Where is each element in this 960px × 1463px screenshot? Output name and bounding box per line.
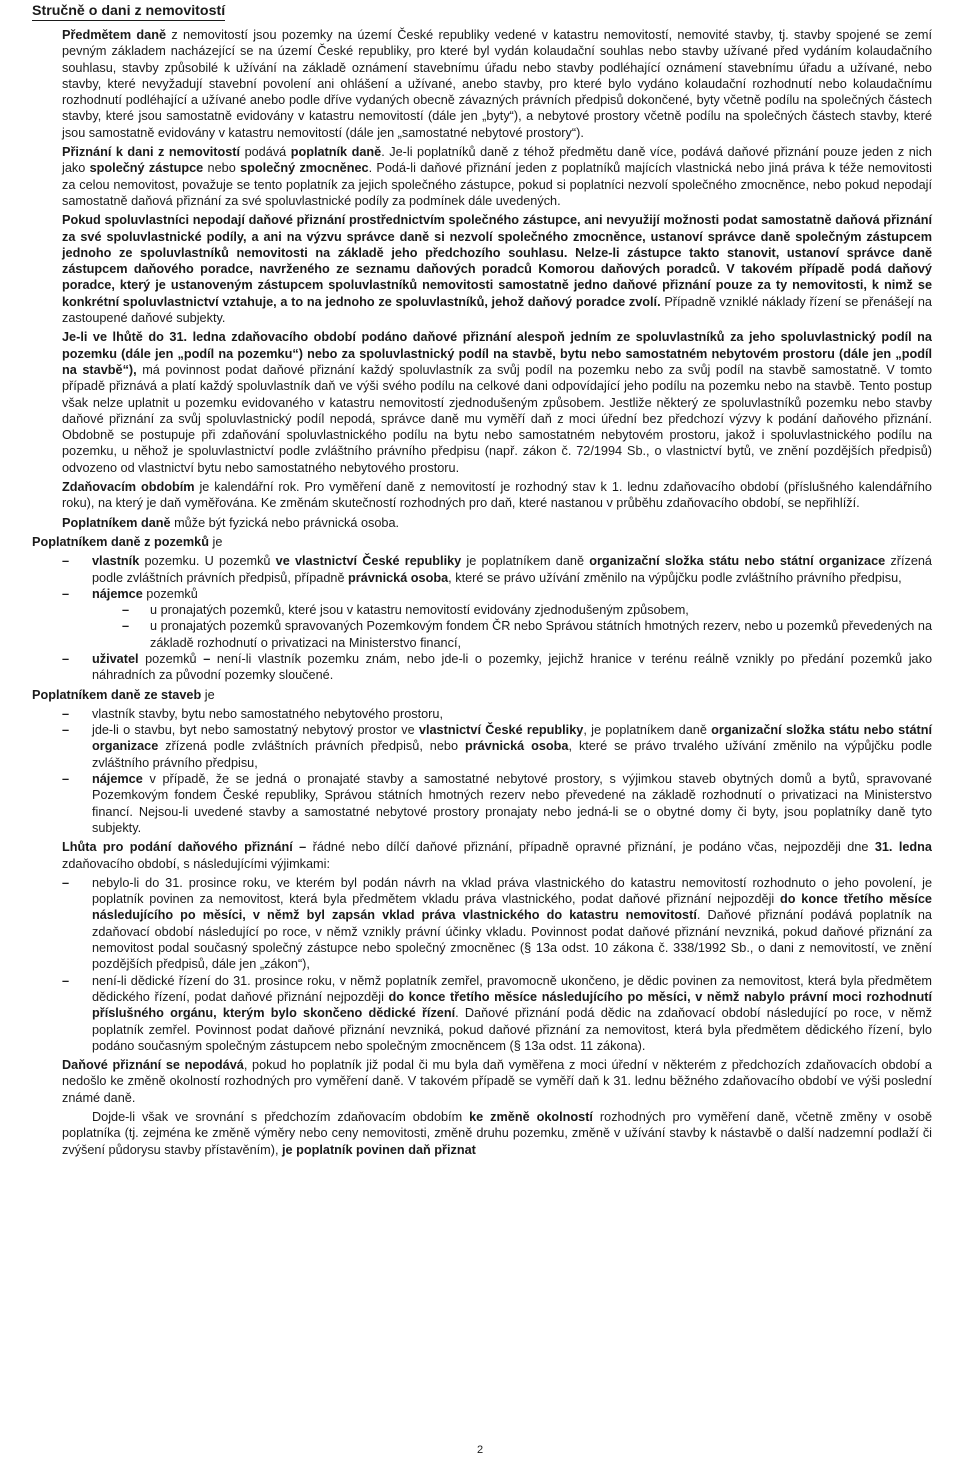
paragraph-zmena-okolnosti: Dojde-li však ve srovnání s předchozím zdaňovacím obdobím ke změně okolností rozhodných pro vyměření daně, včetně změny v osobě poplatníka (tj. zejména ke změně výměry nebo ceny nemovitosti, změně druhu pozemku, změně v užívání stavby k nástavbě o další nadzemní podlaží či zvýšení půdorysu stavby přístavěním), je poplatník povinen daň přiznat [62, 1110, 932, 1157]
list-poplatnik-pozemky [32, 553, 932, 683]
list-item: – vlastník stavby, bytu nebo samostatného nebytového prostoru, [62, 706, 932, 722]
list-poplatnik-stavby [32, 706, 932, 836]
paragraph-spoluvlastnici: Pokud spoluvlastníci nepodají daňové přiznání prostřednictvím společného zástupce, ani nevyužijí možnosti podat samostatně daňová přiznání za své spoluvlastnické podíly, a ani na výzvu správce daně si nezvolí společného zmocněnce, ustanoví správce daně společným zástupcem jednoho ze spoluvlastníků nemovitosti na základě jeho předchozího souhlasu. Nelze-li zástupce takto stanovit, ustanoví správce daně zástupcem daňového poradce, navrženého ze seznamu daňových poradců Komorou daňových poradců. V takovém případě podá daňový poradce, který je ustanoveným zástupcem spoluvlastníků nemovitosti samostatně jedno daňové přiznání pouze za ty nemovitosti, k nimž se konkrétní spoluvlastnictví vztahuje, a to na jednoho ze spoluvlastníků, jehož daňový poradce zvolí. Případně vzniklé náklady řízení se přenášejí na zastoupené daňové subjekty. [62, 213, 932, 326]
list-item [62, 586, 932, 651]
list-item-text: nájemce pozemků [92, 586, 198, 601]
paragraph-zdanovaci-obdobi: Zdaňovacím obdobím je kalendářní rok. Pro vyměření daně z nemovitostí je rozhodný stav k 1. lednu zdaňovacího období (příslušného kalendářního roku), na který je daň vyměřována. Ke změnám skutečností rozhodných pro daň, které nastanou v průběhu zdaňovacího období, se nepřihlíží. [62, 480, 932, 511]
sub-list-item: – u pronajatých pozemků, které jsou v katastru nemovitostí evidovány zjednodušeným způsobem, [122, 602, 932, 618]
sub-list [92, 602, 932, 651]
paragraph-lhuta-pro-podani: Lhůta pro podání daňového přiznání – řádné nebo dílčí daňové přiznání, případně opravné přiznání, je podáno včas, nejpozději dne 31. ledna zdaňovacího období, s následujícími výjimkami: [62, 840, 932, 871]
paragraph-nepodava-se: Daňové přiznání se nepodává, pokud ho poplatník již podal či mu byla daň vyměřena z moci úřední v některém z předchozích zdaňovacích období a nedošlo ke změně okolností rozhodných pro vyměření daně. V takovém případě se vyměří daň k 31. lednu běžného zdaňovacího období ve výši poslední známé daně. [62, 1058, 932, 1105]
list-item: – není-li dědické řízení do 31. prosince roku, v němž poplatník zemřel, pravomocně ukončeno, je dědic povinen za nemovitost, která byla předmětem dědického řízení, podat daňové přiznání nejpozději do konce třetího měsíce následujícího po měsíci, v němž nabylo právní moci rozhodnutí příslušného orgánu, kterým bylo skončeno dědické řízení. Daňové přiznání podá dědic na zdaňovací období následující po roce, v němž poplatník zemřel. Povinnost podat daňové přiznání nevzniká, pokud daňové přiznání za nemovitost, která byla předmětem dědického řízení, bylo podáno současným společným zástupcem nebo společným zmocněncem (§ 13a odst. 11 zákona). [62, 973, 932, 1054]
list-item: – uživatel pozemků – není-li vlastník pozemku znám, nebo jde-li o pozemky, jejichž hranice v terénu reálně vznikly po předání pozemků jako náhradních za původní pozemky sloučené. [62, 651, 932, 684]
list-item: – nebylo-li do 31. prosince roku, ve kterém byl podán návrh na vklad práva vlastnického do katastru nemovitostí rozhodnuto o jeho povolení, je poplatník povinen za nemovitost, která byla předmětem vkladu práva vlastnického, podat daňové přiznání nejpozději do konce třetího měsíce následujícího po měsíci, v němž byl zapsán vklad práva vlastnického do katastru nemovitostí. Daňové přiznání podává poplatník na zdaňovací období následující po roce, v němž vznikly právní účinky vkladu. Povinnost podat daňové přiznání nevzniká, pokud daňové přiznání za nemovitost podal současný společný zástupce nebo společný zmocněnec (§ 13a odst. 10 zákona č. 338/1992 Sb., o dani z nemovitostí, ve znění pozdějších předpisů, dále jen „zákon“), [62, 875, 932, 973]
list-vyjimky [32, 875, 932, 1054]
paragraph-predmet-dane: Předmětem daně z nemovitostí jsou pozemky na území České republiky vedené v katastru nemovitostí, nemovité stavby, tj. stavby spojené se zemí pevným základem nacházející se na území České republiky, pro které byl vydán kolaudační souhlas nebo stavby užívané před vydáním kolaudačního souhlasu, stavby způsobilé k užívání na základě oznámení stavebnímu úřadu nebo stavby podléhající oznámení stavebnímu úřadu a užívané, nebo stavby, které nevyžadují stavební povolení ani ohlášení a užívané, anebo stavby, pro které bylo vydáno kolaudační rozhodnutí nebo kolaudačnímu rozhodnutí podléhající a užívané anebo podle dříve vydaných obecně závazných právních předpisů dokončené, byty včetně podílu na společných částech stavby, které jsou samostatně evidovány v katastru nemovitostí (dále jen „byty“), a nebytové prostory včetně podílu na společných částech stavby, které jsou samostatně evidovány v katastru nemovitostí (dále jen „samostatné nebytové prostory“). [62, 28, 932, 140]
paragraph-priznani-k-dani: Přiznání k dani z nemovitostí podává poplatník daně. Je-li poplatníků daně z téhož předmětu daně více, podává daňové přiznání pouze jeden z nich jako společný zástupce nebo společný zmocněnec. Podá-li daňové přiznání jeden z poplatníků majících vlastnická nebo jiná práva k téže nemovitosti za celou nemovitost, považuje se tento poplatník za jejich společného zástupce, pokud si poplatníci nezvolí společného zmocněnce, nebo pokud nepodají samostatně daňová přiznání za své spoluvlastnické podíly za podmínek dále uvedených. [62, 145, 933, 208]
document-body [32, 27, 932, 1161]
paragraph-lhuta-31-ledna: Je-li ve lhůtě do 31. ledna zdaňovacího období podáno daňové přiznání alespoň jedním ze spoluvlastníků za jeho spoluvlastnický podíl na pozemku (dále jen „podíl na pozemku“) nebo za spoluvlastnický podíl na stavbě, bytu nebo samostatném nebytovém prostoru (dále jen „podíl na stavbě“), má povinnost podat daňové přiznání každý spoluvlastník za svůj podíl na pozemku nebo za svůj podíl na stavbě samostatně. V tomto případě přiznává a platí každý spoluvlastník daň ve výši svého podílu na celkové dani odpovídající jeho podílu na pozemku nebo na stavbě. Tento postup však nelze uplatnit u pozemku evidovaného v katastru nemovitostí zjednodušeným způsobem. Jestliže některý ze spoluvlastníků pozemku nebo stavby daňové přiznání za svůj spoluvlastnický podíl nepodá, správce daně mu vyměří daň z moci úřední bez předchozí výzvy k podání daňového přiznání. Obdobně se postupuje při zdaňování spoluvlastnického podílu na bytu nebo samostatném nebytovém prostoru, jakož i spoluvlastnického podílu na pozemku, u něhož je spoluvlastnictví podle zvláštního právního předpisu (např. zákon č. 72/1994 Sb., o vlastnictví bytů, ve znění pozdějších předpisů) odvozeno od vlastnictví bytu nebo samostatného nebytového prostoru. [62, 330, 933, 475]
paragraph-poplatnik-dane: Poplatníkem daně může být fyzická nebo právnická osoba. [62, 515, 400, 530]
page-title: Stručně o dani z nemovitostí [32, 3, 226, 19]
sub-list-item: – u pronajatých pozemků spravovaných Pozemkovým fondem ČR nebo Správou státních hmotných rezerv, nebo u pozemků převedených na základě rozhodnutí o privatizaci na Ministerstvo financí, [122, 618, 932, 651]
list-item: – vlastník pozemku. U pozemků ve vlastnictví České republiky je poplatníkem daně organizační složka státu nebo státní organizace zřízená podle zvláštních právních předpisů, případně právnická osoba, které se právo užívání změnilo na výpůjčku podle zvláštního právního předpisu, [62, 553, 932, 586]
paragraph-poplatnik-dane-z-pozemku: Poplatníkem daně z pozemků je [32, 534, 223, 549]
list-item: – nájemce v případě, že se jedná o pronajaté stavby a samostatné nebytové prostory, s výjimkou staveb obytných domů a bytů, spravované Pozemkovým fondem České republiky, Správou státních hmotných rezerv nebo převedené na základě rozhodnutí o privatizaci na Ministerstvo financí. Nejsou-li uvedené stavby a samostatné nebytové prostory pronajaty nebo jedná-li se o obytné domy či byty, jsou poplatníky daně tyto subjekty. [62, 771, 932, 836]
list-item: – jde-li o stavbu, byt nebo samostatný nebytový prostor ve vlastnictví České republiky, je poplatníkem daně organizační složka státu nebo státní organizace zřízená podle zvláštních právních předpisů, nebo právnická osoba, které se právo trvalého užívání změnilo na výpůjčku podle zvláštního právního předpisu, [62, 722, 932, 771]
page-number: 2 [476, 1444, 484, 1456]
paragraph-poplatnik-dane-ze-staveb: Poplatníkem daně ze staveb je [32, 687, 215, 702]
